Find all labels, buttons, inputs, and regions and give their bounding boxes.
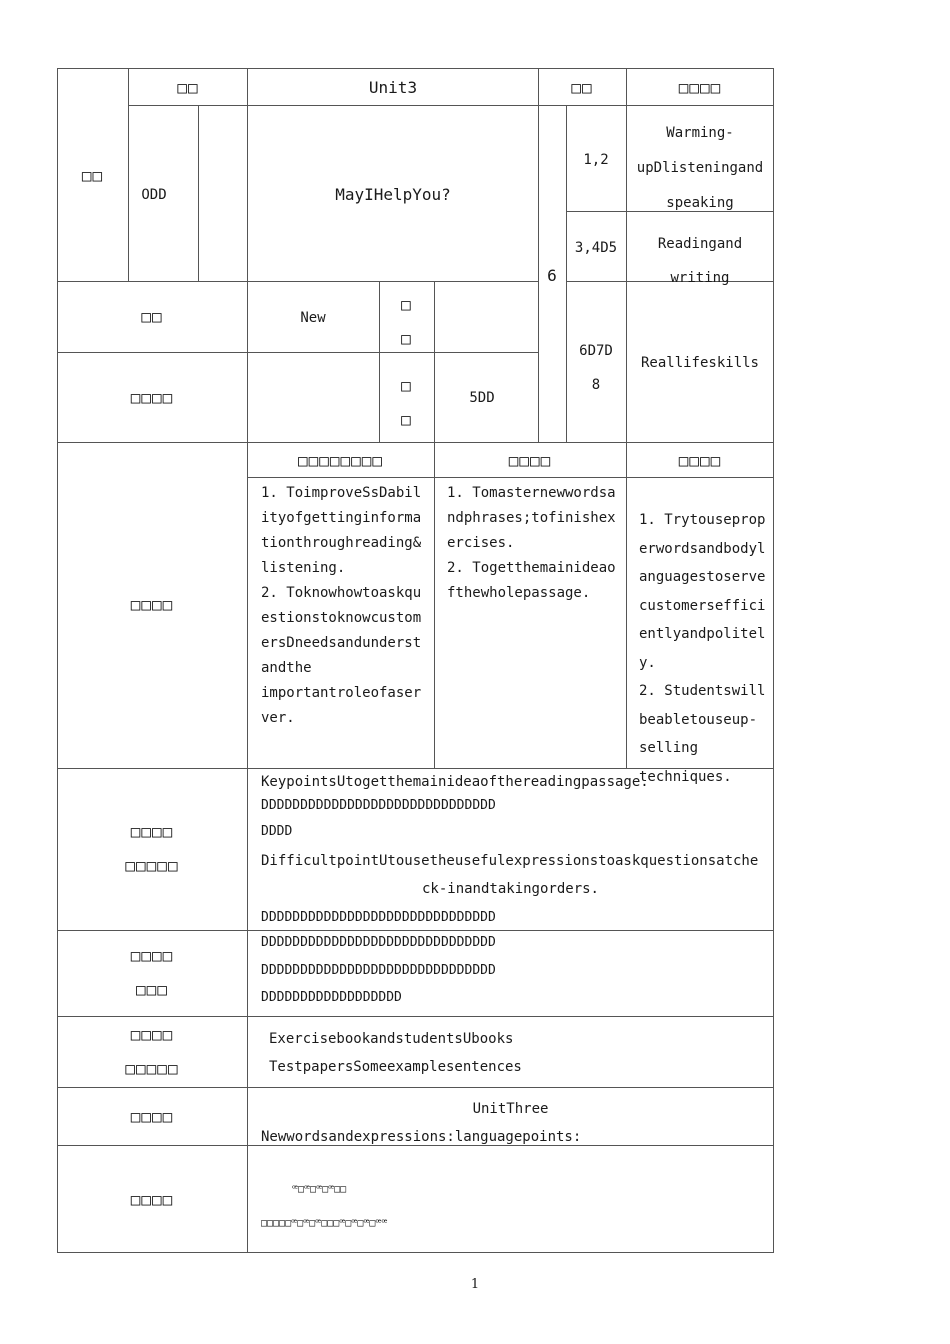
keypoints-line-6: DDDDDDDDDDDDDDDDDDDDDDDDDDDDDD xyxy=(261,910,496,925)
course-code: ODD xyxy=(141,187,167,203)
methods-label-1: □□□□ xyxy=(130,946,174,965)
keypoints-line-2: DDDDDDDDDDDDDDDDDDDDDDDDDDDDDD xyxy=(261,798,496,813)
page-number: 1 xyxy=(470,1277,480,1292)
period-2-description: Readingand writing xyxy=(657,236,743,286)
objectives-col2-head: □□□□ xyxy=(508,451,552,470)
vertical-label-1: □ □ xyxy=(401,295,412,348)
class-value: 5DD xyxy=(469,390,495,406)
keypoints-label-2: □□□□□ xyxy=(125,856,179,875)
resources-label-1: □□□□ xyxy=(130,1025,174,1044)
board-label: □□□□ xyxy=(130,1107,174,1126)
methods-line-2: DDDDDDDDDDDDDDDDDDDDDDDDDDDDDD xyxy=(261,963,496,978)
objectives-knowledge: 1. ToimproveSsDabil ityofgettinginforma tionthroughreading& listening. 2. Toknowhowtoaskqu estionstoknowcustom ersDneedsandunderst andthe importantroleofaser ver. xyxy=(261,485,422,726)
vertical-label-2: □ □ xyxy=(401,376,412,429)
reflection-line-1: ꟹ□ꟹ□ꟹ□ꟹ□□ xyxy=(292,1184,347,1195)
board-line-2: Newwordsandexpressions:languagepoints: xyxy=(261,1129,582,1145)
unit-name: Unit3 xyxy=(368,78,418,97)
header-label-a: □□ xyxy=(177,78,199,97)
board-line-1: UnitThree xyxy=(472,1101,549,1117)
objectives-col1-head: □□□□□□□□ xyxy=(297,451,384,470)
objectives-skills: 1. Tomasternewwordsa ndphrases;tofinishex ercises. 2. Togetthemainideao fthewholepassage. xyxy=(447,485,616,601)
methods-label-2: □□□ xyxy=(136,980,168,999)
keypoints-line-1: KeypointsUtogetthemainideaofthereadingpassage. xyxy=(261,774,649,790)
period-1-description: Warming- upDlisteningand speaking xyxy=(636,125,764,211)
objectives-col3-head: □□□□ xyxy=(678,451,722,470)
period-1-number: 1,2 xyxy=(583,152,609,168)
reflection-label: □□□□ xyxy=(130,1190,174,1209)
resources-line-2: TestpapersSomeexamplesentences xyxy=(269,1059,522,1075)
objectives-row-label: □□□□ xyxy=(130,595,174,614)
class-label: □□□□ xyxy=(130,388,174,407)
methods-line-1: DDDDDDDDDDDDDDDDDDDDDDDDDDDDDD xyxy=(261,935,496,950)
course-row-label: □□ xyxy=(81,166,104,185)
period-3-number: 6D7D 8 xyxy=(579,343,613,393)
type-label: □□ xyxy=(141,307,163,326)
methods-line-3: DDDDDDDDDDDDDDDDDD xyxy=(261,990,402,1005)
lesson-title: MayIHelpYou? xyxy=(335,185,451,204)
resources-line-1: ExercisebookandstudentsUbooks xyxy=(269,1031,514,1047)
type-value: New xyxy=(300,310,326,326)
keypoints-line-3: DDDD xyxy=(261,824,293,839)
keypoints-line-5: ck-inandtakingorders. xyxy=(421,881,599,897)
period-2-number: 3,4D5 xyxy=(574,240,618,256)
keypoints-label-1: □□□□ xyxy=(130,822,174,841)
reflection-line-2: □□□□□ꟹ□ꟹ□ꟹ□□□ꟹ□ꟹ□ꟹ□ꟹꟹ xyxy=(261,1218,388,1229)
objectives-attitude: 1. Trytouseprop erwordsandbodyl anguagestoserve customerseffici entlyandpolitel y. 2. Studentswill beabletouseup- selling techniques. xyxy=(639,512,766,785)
header-label-b: □□ xyxy=(571,78,593,97)
total-hours: 6 xyxy=(547,266,557,285)
period-3-description: Reallifeskills xyxy=(640,355,759,371)
resources-label-2: □□□□□ xyxy=(125,1059,179,1078)
header-label-c: □□□□ xyxy=(678,78,722,97)
keypoints-line-4: DifficultpointUtousetheusefulexpressionstoaskquestionsatche xyxy=(261,853,759,869)
